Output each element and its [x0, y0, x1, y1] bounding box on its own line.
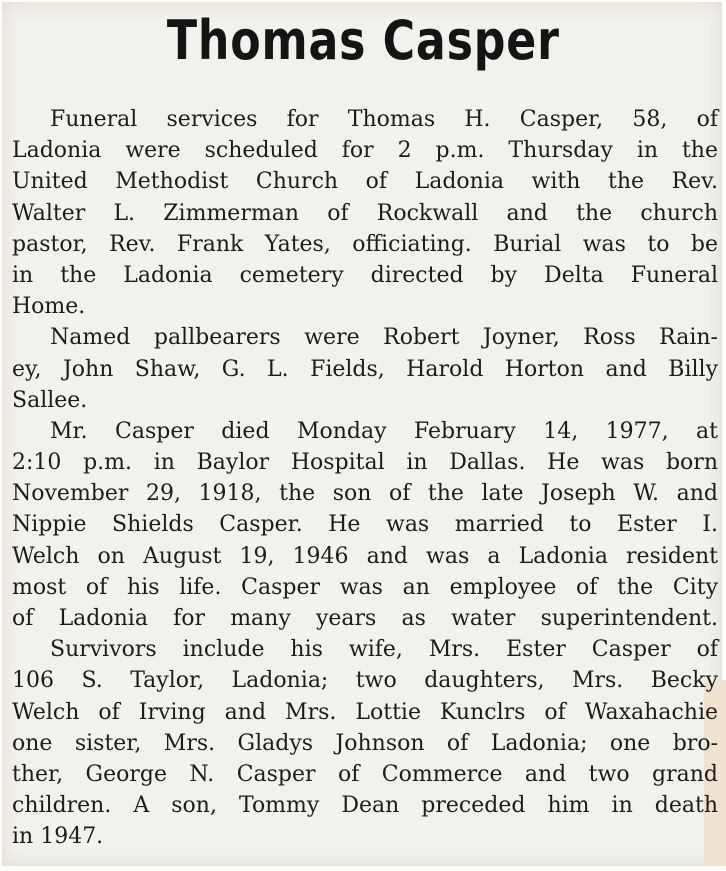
text-line: one sister, Mrs. Gladys Johnson of Ladonia; one bro- [12, 730, 718, 756]
paragraph-pallbearers [12, 322, 718, 416]
paragraph-survivors [12, 634, 718, 852]
text-line: in 1947. [12, 824, 104, 850]
text-line: Mr. Casper died Monday February 14, 1977, at [50, 418, 718, 444]
text-line: of Ladonia for many years as water superintendent. [12, 606, 718, 631]
text-line: pastor, Rev. Frank Yates, officiating. Burial was to be [12, 231, 718, 257]
text-line: Funeral services for Thomas H. Casper, 58, of [50, 107, 718, 132]
text-line: ther, George N. Casper of Commerce and two grand [12, 761, 718, 787]
obituary-headline: Thomas Casper [166, 9, 560, 72]
text-line: 2:10 p.m. in Baylor Hospital in Dallas. He was born [12, 450, 718, 476]
text-line: Ladonia were scheduled for 2 p.m. Thursday in the [12, 138, 718, 164]
text-line: United Methodist Church of Ladonia with the Rev. [12, 169, 718, 195]
text-line: Welch on August 19, 1946 and was a Ladonia resident [12, 543, 718, 569]
obituary-body [12, 104, 718, 853]
text-line: Named pallbearers were Robert Joyner, Ross Rain- [50, 325, 718, 351]
text-line: Nippie Shields Casper. He was married to Ester I. [12, 512, 718, 538]
text-line: Walter L. Zimmerman of Rockwall and the church [12, 200, 718, 226]
paragraph-services [12, 104, 718, 322]
text-line: 106 S. Taylor, Ladonia; two daughters, Mrs. Becky [12, 668, 718, 694]
text-line: Survivors include his wife, Mrs. Ester Casper of [50, 637, 718, 663]
text-line: in the Ladonia cemetery directed by Delta Funeral [12, 262, 718, 288]
text-line: Sallee. [12, 387, 88, 413]
paragraph-biography [12, 416, 718, 634]
text-line: children. A son, Tommy Dean preceded him in death [12, 793, 718, 819]
text-line: Home. [12, 294, 86, 320]
text-line: most of his life. Casper was an employee of the City [12, 574, 718, 600]
text-line: November 29, 1918, the son of the late Joseph W. and [12, 481, 718, 507]
text-line: Welch of Irving and Mrs. Lottie Kunclrs of Waxahachie [12, 699, 718, 725]
text-line: ey, John Shaw, G. L. Fields, Harold Horton and Billy [12, 356, 718, 382]
